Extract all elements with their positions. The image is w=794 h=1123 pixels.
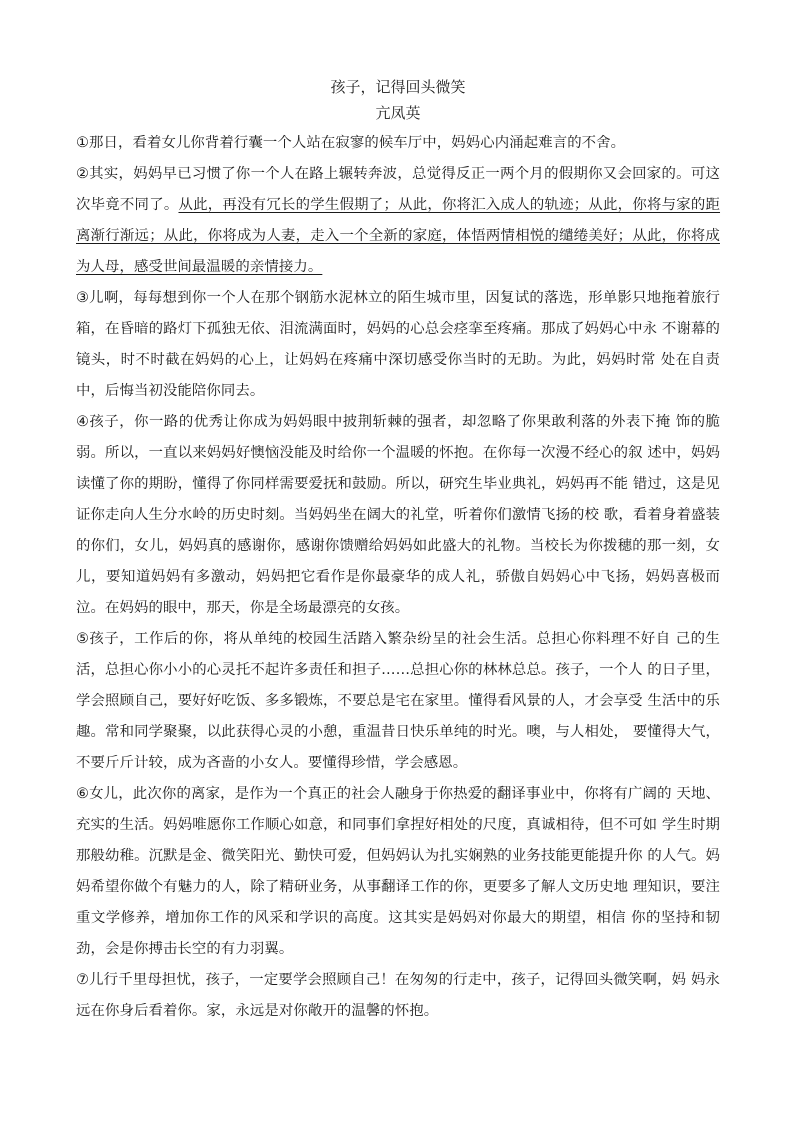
paragraph-7: ⑦儿行千里母担忧，孩子，一定要学会照顾自己！在匆匆的行走中，孩子，记得回头微笑啊，妈 妈永远在你身后看着你。家，永远是对你敞开的温馨的怀抱。 [76, 972, 720, 1019]
paragraph-1: ①那日，看着女儿你背着行囊一个人站在寂寥的候车厅中，妈妈心内涌起难言的不舍。 [76, 135, 626, 151]
paragraph-4: ④孩子，你一路的优秀让你成为妈妈眼中披荆斩棘的强者，却忽略了你果敢利落的外表下掩 饰的脆弱。所以，一直以来妈妈好懊恼没能及时给你一个温暖的怀抱。在你每一次漫不经心的叙 述中，妈妈读懂了你的期盼，懂得了你同样需要爱抚和鼓励。所以，研究生毕业典礼，妈妈再不能 错过，这是见证你走向人生分水岭的历史时刻。当妈妈坐在阔大的礼堂，听着你们激情飞扬的校 歌，看着身着盛装的你们，女儿，妈妈真的感谢你，感谢你馈赠给妈妈如此盛大的礼物。当校长为你拨穗的那一刻，女儿，要知道妈妈有多激动，妈妈把它看作是你最豪华的成人礼，骄傲自妈妈心中飞扬，妈妈喜极而泣。在妈妈的眼中，那天，你是全场最漂亮的女孩。 [76, 414, 720, 616]
underlined-passage: 从此，再没有冗长的学生假期了；从此，你将汇入成人的轨迹；从此，你将与家的距离渐行渐远；从此，你将成为人妻，走入一个全新的家庭，体悟两情相悦的缱绻美好；从此，你将成为人母，感受世间最温暖的亲情接力。 [76, 197, 721, 275]
paragraph-2-text: ②其实，妈妈早已习惯了你一个人在路上辗转奔波，总觉得反正一两个月的假期你又会回家的。可这次毕竟不同了。 [76, 166, 720, 213]
paragraph-6: ⑥女儿，此次你的离家，是作为一个真正的社会人融身于你热爱的翻译事业中，你将有广阔的 天地、充实的生活。妈妈唯愿你工作顺心如意，和同事们拿捏好相处的尺度，真诚相待，但不可如 学生时期那般幼稚。沉默是金、微笑阳光、勤快可爱，但妈妈认为扎实娴熟的业务技能更能提升你 的人气。妈妈希望你做个有魅力的人，除了精研业务，从事翻译工作的你，更要多了解人文历史地 理知识，要注重文学修养，增加你工作的风采和学识的高度。这其实是妈妈对你最大的期望，相信 你的坚持和韧劲，会是你搏击长空的有力羽翼。 [76, 786, 720, 957]
article-author: 亢凤英 [375, 104, 421, 122]
paragraph-2 [76, 159, 720, 283]
article-title: 孩子，记得回头微笑 [330, 78, 466, 96]
paragraph-5: ⑤孩子，工作后的你，将从单纯的校园生活踏入繁杂纷呈的社会生活。总担心你料理不好自 己的生活，总担心你小小的心灵托不起许多责任和担子……总担心你的林林总总。孩子，一个人 的日子里，学会照顾自己，要好好吃饭、多多锻炼，不要总是宅在家里。懂得看风景的人，才会享受 生活中的乐趣。常和同学聚聚，以此获得心灵的小憩，重温昔日快乐单纯的时光。噢，与人相处， 要懂得大气，不要斤斤计较，成为吝啬的小女人。要懂得珍惜，学会感恩。 [76, 631, 720, 771]
paragraph-3: ③儿啊，每每想到你一个人在那个钢筋水泥林立的陌生城市里，因复试的落选，形单影只地拖着旅行箱，在昏暗的路灯下孤独无依、泪流满面时，妈妈的心总会痉挛至疼痛。那成了妈妈心中永 不谢幕的镜头，时不时截在妈妈的心上，让妈妈在疼痛中深切感受你当时的无助。为此，妈妈时常 处在自责中，后悔当初没能陪你同去。 [76, 290, 720, 399]
document-page [76, 74, 720, 1027]
